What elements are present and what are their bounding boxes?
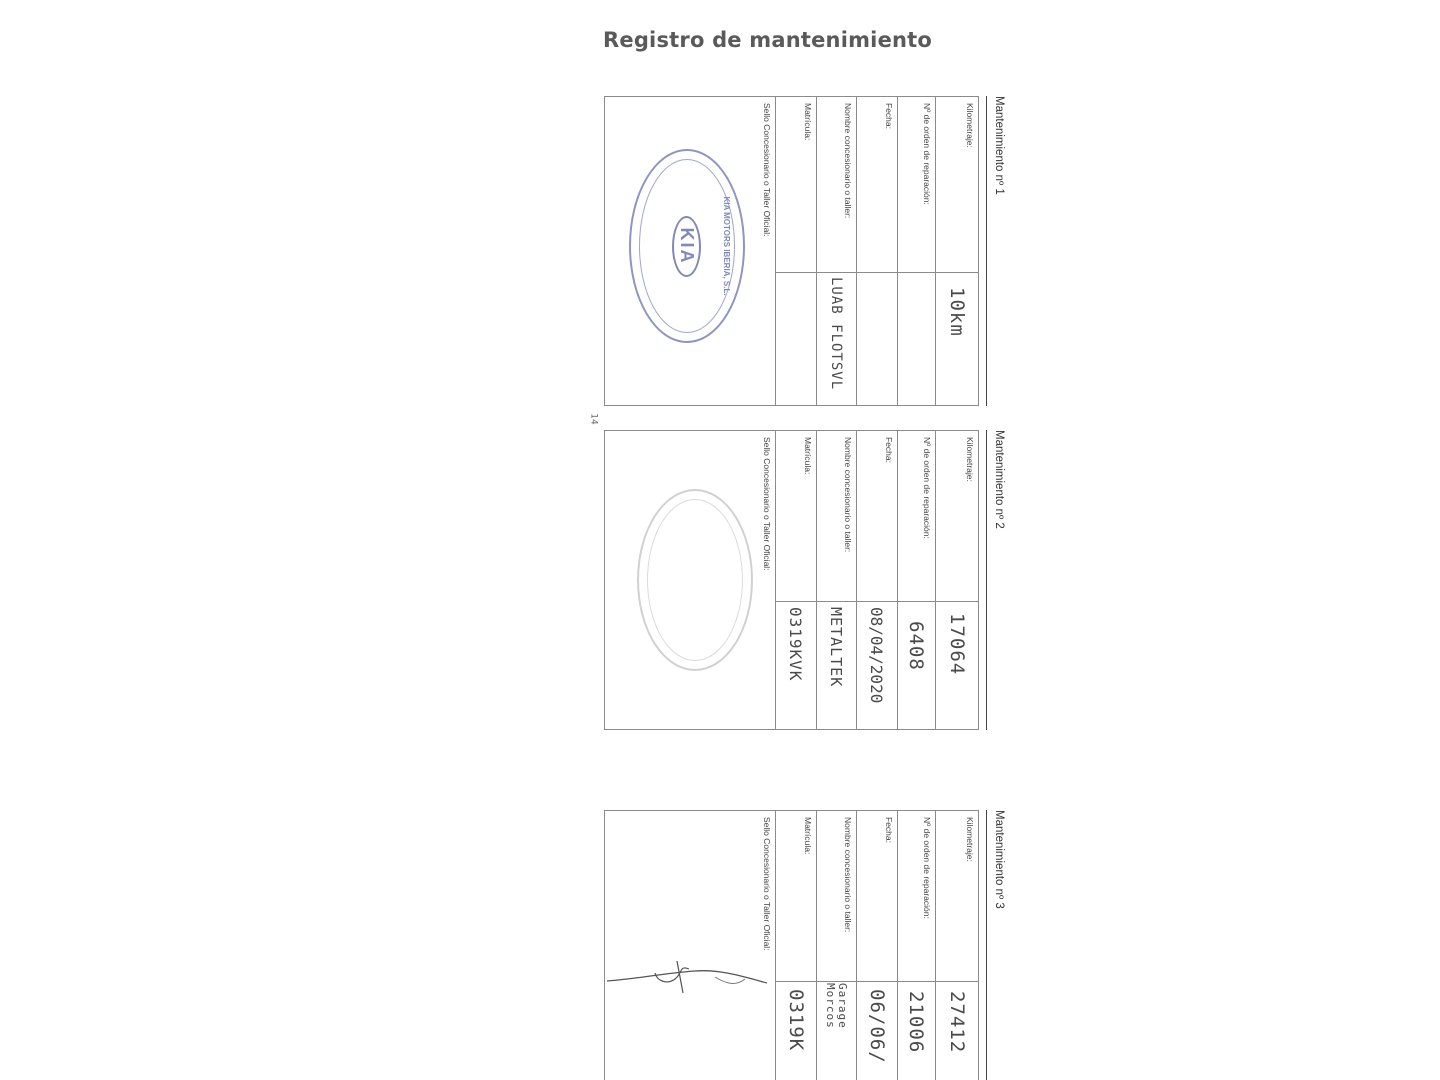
row-matricula: [775, 431, 816, 729]
row-fecha: [856, 431, 897, 729]
heading-rule: [986, 96, 987, 406]
label-kilometraje: Kilometraje:: [965, 437, 975, 482]
row-orden: [897, 97, 935, 405]
label-kilometraje: Kilometraje:: [965, 817, 975, 862]
label-matricula: Matrícula:: [803, 103, 813, 141]
card-heading: Mantenimiento nº 3: [993, 810, 1005, 909]
row-matricula: [775, 97, 816, 405]
cell-divider: [857, 601, 897, 602]
row-fecha: [856, 811, 897, 1080]
cell-divider: [857, 272, 897, 273]
heading-rule: [986, 810, 987, 1080]
label-sello: Sello Concesionario o Taller Oficial:: [762, 817, 772, 951]
value-matricula: 0319K: [785, 989, 807, 1052]
label-fecha: Fecha:: [884, 817, 894, 843]
cell-divider: [776, 272, 816, 273]
heading-rule: [986, 430, 987, 730]
row-sello: [605, 431, 775, 729]
value-nombre: LUAB FLOTSVL: [828, 277, 845, 391]
form-grid: [604, 810, 979, 1080]
cell-divider: [817, 272, 856, 273]
value-kilometraje: 10km: [946, 287, 968, 337]
row-nombre: [816, 431, 856, 729]
maintenance-card-3: [601, 810, 1013, 1080]
maintenance-card-1: [601, 96, 1013, 406]
value-fecha: 06/06/: [866, 989, 888, 1064]
value-orden: 21006: [905, 991, 928, 1054]
maintenance-card-2: [601, 430, 1013, 730]
row-kilometraje: [935, 811, 978, 1080]
label-orden: Nº de orden de reparación:: [922, 103, 932, 205]
value-nombre: Garage Morcos: [824, 983, 850, 1029]
cell-divider: [776, 601, 816, 602]
row-nombre: [816, 97, 856, 405]
cell-divider: [898, 272, 935, 273]
value-orden: 6408: [905, 621, 928, 671]
form-grid: [604, 430, 979, 730]
kia-logo-icon: KIA: [673, 216, 702, 277]
label-kilometraje: Kilometraje:: [965, 103, 975, 148]
row-orden: [897, 431, 935, 729]
cell-divider: [936, 272, 978, 273]
page-title: Registro de mantenimiento: [603, 28, 933, 52]
cell-divider: [936, 981, 978, 982]
value-kilometraje: 17064: [946, 613, 968, 676]
cell-divider: [857, 981, 897, 982]
faded-dealer-stamp: [637, 489, 753, 671]
label-orden: Nº de orden de reparación:: [922, 437, 932, 539]
dealer-stamp: [629, 149, 745, 343]
page-number: 14: [588, 413, 599, 425]
cell-divider: [817, 981, 856, 982]
value-nombre: METALTEK: [827, 607, 846, 688]
cell-divider: [776, 981, 816, 982]
label-nombre: Nombre concesionario o taller:: [843, 437, 853, 553]
label-sello: Sello Concesionario o Taller Oficial:: [762, 103, 772, 237]
row-kilometraje: [935, 431, 978, 729]
stamp-ring: [647, 499, 743, 661]
label-orden: Nº de orden de reparación:: [922, 817, 932, 919]
row-orden: [897, 811, 935, 1080]
form-grid: [604, 96, 979, 406]
stamp-ring: [639, 159, 735, 333]
value-kilometraje: 27412: [946, 991, 968, 1054]
label-fecha: Fecha:: [884, 103, 894, 129]
row-matricula: [775, 811, 816, 1080]
signature-scribble: [605, 921, 775, 1041]
label-matricula: Matrícula:: [803, 437, 813, 475]
row-sello: [605, 97, 775, 405]
cell-divider: [817, 601, 856, 602]
cell-divider: [936, 601, 978, 602]
label-nombre: Nombre concesionario o taller:: [843, 103, 853, 219]
row-sello: [605, 811, 775, 1080]
stamp-text: KIA MOTORS IBERIA, S.L.: [722, 196, 731, 296]
value-matricula: 0319KVK: [786, 607, 806, 682]
value-fecha: 08/04/2020: [867, 607, 887, 704]
card-heading: Mantenimiento nº 2: [993, 430, 1005, 529]
row-fecha: [856, 97, 897, 405]
label-sello: Sello Concesionario o Taller Oficial:: [762, 437, 772, 571]
row-kilometraje: [935, 97, 978, 405]
label-fecha: Fecha:: [884, 437, 894, 463]
row-nombre: [816, 811, 856, 1080]
card-heading: Mantenimiento nº 1: [993, 96, 1005, 195]
cell-divider: [898, 981, 935, 982]
label-nombre: Nombre concesionario o taller:: [843, 817, 853, 933]
cell-divider: [898, 601, 935, 602]
label-matricula: Matrícula:: [803, 817, 813, 855]
